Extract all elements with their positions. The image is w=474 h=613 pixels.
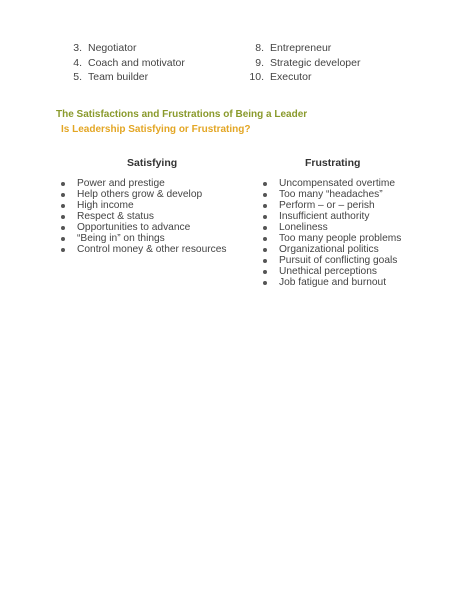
item-label: Loneliness [279, 222, 328, 233]
list-item [263, 189, 401, 200]
item-label: Help others grow & develop [77, 189, 203, 200]
list-item [61, 200, 227, 211]
bullet-icon [61, 226, 65, 230]
list-item [242, 70, 360, 85]
item-label: Negotiator [88, 42, 137, 54]
frustrating-heading: Frustrating [305, 157, 361, 169]
bullet-icon [263, 281, 267, 285]
bullet-icon [263, 215, 267, 219]
roles-list-left [60, 41, 185, 85]
list-item [61, 178, 227, 189]
item-label: Job fatigue and burnout [279, 277, 387, 288]
item-label: Too many people problems [279, 233, 402, 244]
bullet-icon [263, 182, 267, 186]
list-item [263, 200, 401, 211]
list-item [60, 41, 185, 56]
list-item [263, 244, 401, 255]
item-label: Control money & other resources [77, 244, 227, 255]
bullet-icon [61, 215, 65, 219]
frustrating-list [263, 178, 401, 288]
item-label: Too many “headaches” [279, 189, 383, 200]
bullet-icon [263, 237, 267, 241]
list-item [263, 255, 401, 266]
bullet-icon [263, 270, 267, 274]
item-number: 4. [73, 56, 82, 69]
item-label: Coach and motivator [88, 56, 185, 69]
list-item [263, 233, 401, 244]
item-label: Entrepreneur [270, 42, 332, 54]
bullet-icon [61, 193, 65, 197]
section-title: The Satisfactions and Frustrations of Being a Leader [56, 109, 308, 120]
bullet-icon [61, 204, 65, 208]
item-label: Power and prestige [77, 178, 165, 189]
list-item [263, 178, 401, 189]
list-item [60, 56, 185, 71]
bullet-icon [263, 204, 267, 208]
item-number: 10. [249, 71, 264, 84]
list-item [61, 244, 227, 255]
list-item [242, 56, 360, 71]
item-number: 9. [255, 56, 264, 69]
item-number: 5. [73, 71, 82, 84]
item-label: Executor [270, 71, 312, 84]
bullet-icon [263, 193, 267, 197]
list-item [61, 222, 227, 233]
list-item [263, 222, 401, 233]
list-item [242, 41, 360, 56]
list-item [61, 211, 227, 222]
item-label: High income [77, 200, 134, 211]
item-label: Organizational politics [279, 244, 379, 255]
item-label: Strategic developer [270, 56, 361, 69]
item-label: Insufficient authority [279, 211, 370, 222]
satisfying-list [61, 178, 227, 255]
bullet-icon [61, 248, 65, 252]
list-item [263, 266, 401, 277]
item-label: Team builder [88, 71, 149, 84]
item-label: Opportunities to advance [77, 222, 191, 233]
item-label: Uncompensated overtime [279, 178, 396, 189]
bullet-icon [263, 259, 267, 263]
item-number: 3. [73, 42, 82, 54]
satisfying-heading: Satisfying [127, 157, 178, 169]
bullet-icon [263, 226, 267, 230]
item-number: 8. [255, 42, 264, 54]
roles-list-right [242, 41, 360, 85]
section-subtitle: Is Leadership Satisfying or Frustrating? [61, 124, 251, 135]
list-item [61, 233, 227, 244]
list-item [263, 277, 401, 288]
list-item [263, 211, 401, 222]
bullet-icon [61, 182, 65, 186]
item-label: Respect & status [77, 211, 155, 222]
item-label: Perform – or – perish [279, 200, 375, 211]
bullet-icon [61, 237, 65, 241]
item-label: Unethical perceptions [279, 266, 377, 277]
list-item [61, 189, 227, 200]
item-label: “Being in” on things [77, 233, 165, 244]
list-item [60, 70, 185, 85]
item-label: Pursuit of conflicting goals [279, 255, 398, 266]
bullet-icon [263, 248, 267, 252]
